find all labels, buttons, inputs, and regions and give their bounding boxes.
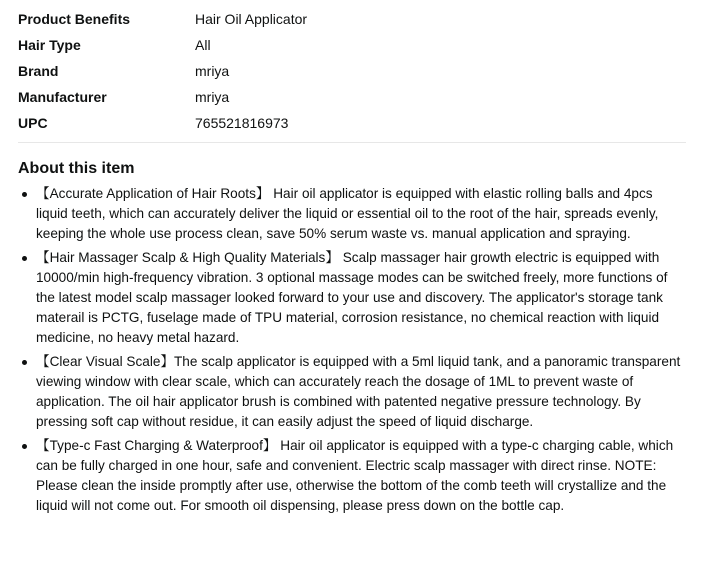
spec-label: Product Benefits (18, 11, 131, 27)
spec-value: 765521816973 (195, 115, 289, 131)
spec-row-product-benefits (18, 6, 307, 32)
bullet-dot-icon (22, 360, 27, 365)
spec-row-hair-type (18, 32, 307, 58)
product-spec-table (18, 6, 307, 136)
bullet-dot-icon (22, 444, 27, 449)
spec-value: Hair Oil Applicator (195, 11, 308, 27)
spec-value: mriya (195, 89, 230, 105)
spec-row-upc (18, 110, 307, 136)
spec-row-manufacturer (18, 84, 307, 110)
about-this-item-heading: About this item (18, 160, 135, 177)
feature-bullet-list (18, 184, 686, 516)
feature-bullet (18, 248, 686, 348)
feature-bullet-text: 【Type-c Fast Charging & Waterproof】 Hair oil applicator is equipped with a type-c charging cable, which can be fully charged in one hour, safe and convenient. Electric scalp massager with direct rinse. NOTE: Please clean the inside promptly after use, otherwise the bottom of the comb teeth will crystallize and the liquid will not come out. For smooth oil dispensing, please press down on the bottle cap. (36, 438, 674, 513)
feature-bullet-text: 【Clear Visual Scale】The scalp applicator is equipped with a 5ml liquid tank, and a panoramic transparent viewing window with clear scale, which can accurately reach the dosage of 1ML to prevent waste of application. The oil hair applicator brush is combined with patented negative pressure technology. By pressing soft cap without residue, it can easily adjust the speed of liquid discharge. (36, 354, 681, 429)
spec-value: mriya (195, 63, 230, 79)
feature-bullet (18, 352, 686, 432)
section-divider (18, 142, 686, 143)
feature-bullet (18, 436, 686, 516)
spec-label: Hair Type (18, 37, 81, 53)
feature-bullet (18, 184, 686, 244)
bullet-dot-icon (22, 256, 27, 261)
feature-bullet-text: 【Accurate Application of Hair Roots】 Hair oil applicator is equipped with elastic rolling balls and 4pcs liquid teeth, which can accurately deliver the liquid or essential oil to the root of the hair, spreads evenly, keeping the whole use process clean, save 50% serum waste vs. manual application and spraying. (36, 186, 659, 241)
bullet-dot-icon (22, 192, 27, 197)
spec-value: All (195, 37, 211, 53)
feature-bullet-text: 【Hair Massager Scalp & High Quality Materials】 Scalp massager hair growth electric is equipped with 10000/min high-frequency vibration. 3 optional massage modes can be switched freely, more functions of the latest model scalp massager looked forward to your use and discovery. The applicator's storage tank materail is PCTG, fuselage made of TPU material, corrosion resistance, no chemical reaction with liquid medicine, no heavy metal hazard. (36, 250, 668, 345)
product-details-panel (0, 6, 702, 565)
spec-label: Brand (18, 63, 59, 79)
spec-label: UPC (18, 115, 48, 131)
spec-row-brand (18, 58, 307, 84)
spec-label: Manufacturer (18, 89, 107, 105)
